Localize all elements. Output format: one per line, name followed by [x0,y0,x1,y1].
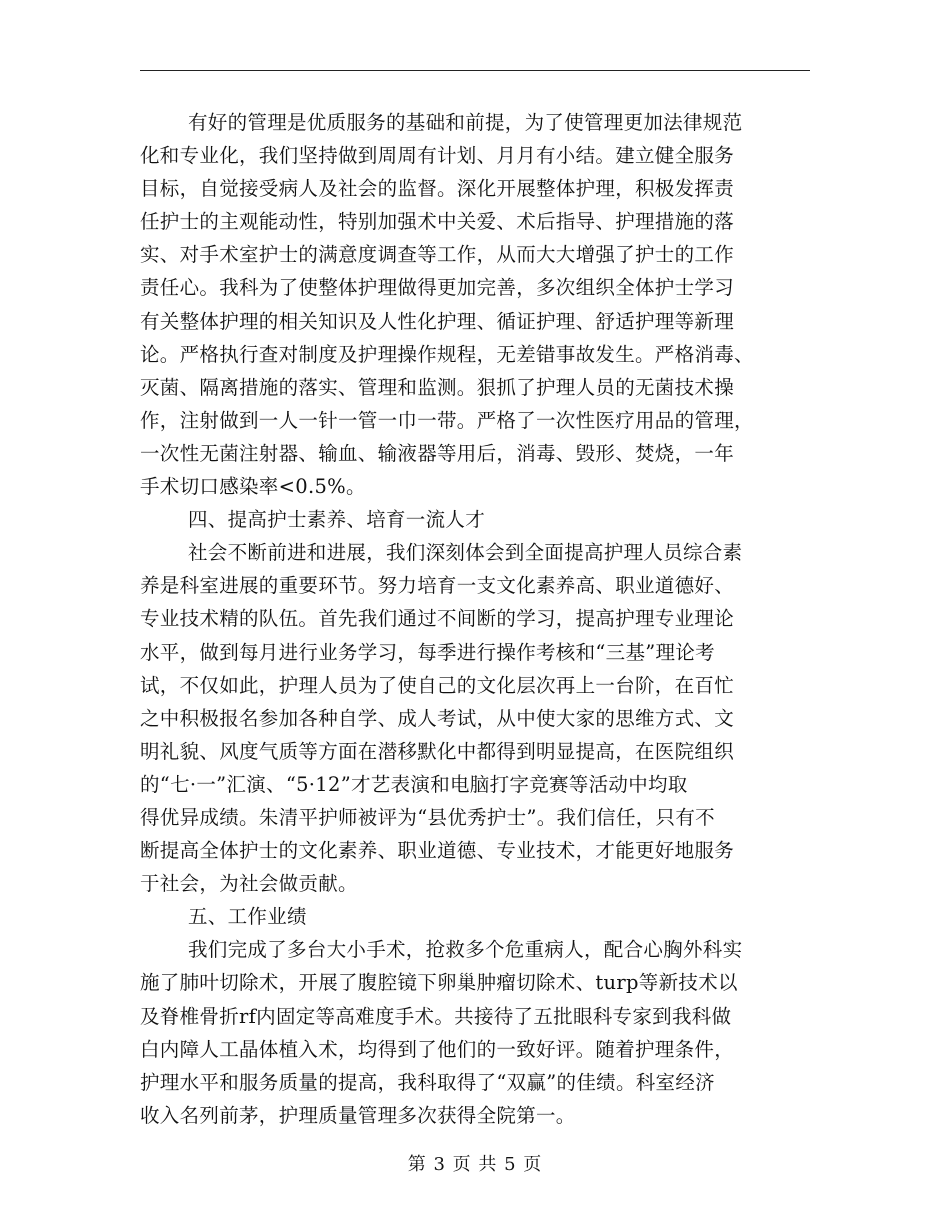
text-line: 实、对手术室护士的满意度调查等工作，从而大大增强了护士的工作 [140,243,735,267]
text-line: 有好的管理是优质服务的基础和前提，为了使管理更加法律规范 [188,111,743,134]
text-line: 一次性无菌注射器、输血、输液器等用后，消毒、毁形、焚烧，一年 [140,441,735,465]
text-line: 护理水平和服务质量的提高，我科取得了“双赢”的佳绩。科室经济 [140,1070,715,1094]
text-line: 之中积极报名参加各种自学、成人考试，从中使大家的思维方式、文 [140,706,735,730]
text-line: 断提高全体护士的文化素养、职业道德、专业技术，才能更好地服务 [140,839,735,863]
page-footer: 第 3 页 共 5 页 [407,1154,543,1175]
text-line: 责任心。我科为了使整体护理做得更加完善，多次组织全体护士学习 [140,276,735,300]
text-line: 四、提高护士素养、培育一流人才 [188,508,486,532]
text-line: 五、工作业绩 [188,905,307,929]
text-line: 专业技术精的队伍。首先我们通过不间断的学习，提高护理专业理论 [140,607,735,631]
text-line: 收入名列前茅，护理质量管理多次获得全院第一。 [140,1103,576,1127]
text-line: 化和专业化，我们坚持做到周周有计划、月月有小结。建立健全服务 [140,144,735,168]
text-line: 任护士的主观能动性，特别加强术中关爱、术后指导、护理措施的落 [140,210,735,234]
text-line: 白内障人工晶体植入术，均得到了他们的一致好评。随着护理条件， [140,1037,735,1061]
header-rule [140,70,810,71]
text-line: 试，不仅如此，护理人员为了使自己的文化层次再上一台阶，在百忙 [140,673,735,697]
text-line: 目标，自觉接受病人及社会的监督。深化开展整体护理，积极发挥责 [140,177,735,201]
body-text [140,106,816,1132]
text-line: 灭菌、隔离措施的落实、管理和监测。狠抓了护理人员的无菌技术操 [140,375,735,399]
text-line: 于社会，为社会做贡献。 [140,872,358,896]
text-line: 及脊椎骨折rf内固定等高难度手术。共接待了五批眼科专家到我科做 [140,1004,732,1028]
text-line: 水平，做到每月进行业务学习，每季进行操作考核和“三基”理论考 [140,640,715,664]
text-line: 有关整体护理的相关知识及人性化护理、循证护理、舒适护理等新理 [140,309,735,333]
text-line: 我们完成了多台大小手术，抢救多个危重病人，配合心胸外科实 [188,938,743,962]
text-line: 论。严格执行查对制度及护理操作规程，无差错事故发生。严格消毒、 [140,342,754,366]
text-line: 社会不断前进和进展，我们深刻体会到全面提高护理人员综合素 [188,541,743,565]
text-line: 作，注射做到一人一针一管一巾一带。严格了一次性医疗用品的管理， [140,408,754,432]
text-line: 手术切口感染率<0.5%。 [140,475,366,499]
text-line: 明礼貌、风度气质等方面在潜移默化中都得到明显提高，在医院组织 [140,739,735,763]
text-line: 得优异成绩。朱清平护师被评为“县优秀护士”。我们信任，只有不 [140,805,715,829]
text-line: 的“七·一”汇演、“5·12”才艺表演和电脑打字竞赛等活动中均取 [140,772,688,796]
text-line: 施了肺叶切除术，开展了腹腔镜下卵巢肿瘤切除术、turp等新技术以 [140,971,738,995]
text-line: 养是科室进展的重要环节。努力培育一支文化素养高、职业道德好、 [140,574,735,598]
